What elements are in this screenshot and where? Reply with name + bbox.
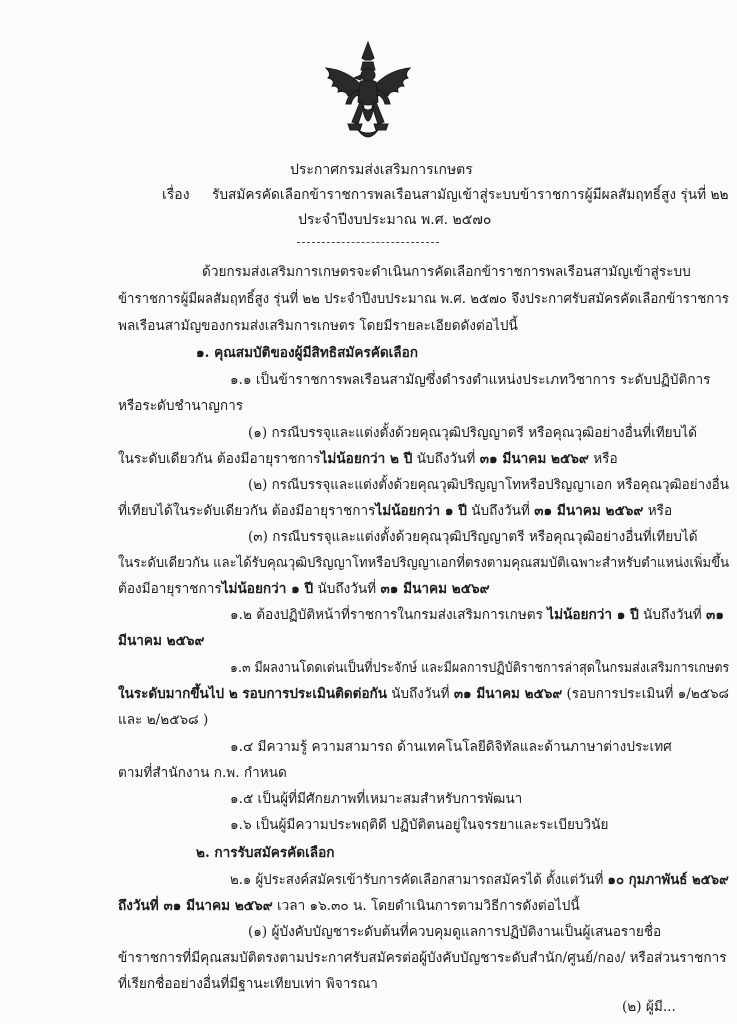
item-1-4-line-1: ๑.๔ มีความรู้ ความสามารถ ด้านเทคโนโลยีดิจิทัลและด้านภาษาต่างประเทศ: [230, 739, 672, 755]
procedure-1-line-3: ที่เรียกชื่ออย่างอื่นที่มีฐานะเทียบเท่า พิจารณา: [118, 976, 378, 992]
item-2-1-line-1: ๒.๑ ผู้ประสงค์สมัครเข้ารับการคัดเลือกสามารถสมัครได้ ตั้งแต่วันที่ ๑๐ กุมภาพันธ์ ๒๕๖๙: [230, 872, 729, 888]
intro-line-3: พลเรือนสามัญของกรมส่งเสริมการเกษตร โดยมีรายละเอียดดังต่อไปนี้: [118, 318, 518, 334]
item-1-5: ๑.๕ เป็นผู้ที่มีศักยภาพที่เหมาะสมสำหรับการพัฒนา: [230, 791, 523, 807]
section-2-heading: ๒. การรับสมัครคัดเลือก: [196, 845, 335, 861]
intro-line-1: ด้วยกรมส่งเสริมการเกษตรจะดำเนินการคัดเลือกข้าราชการพลเรือนสามัญเข้าสู่ระบบ: [202, 264, 691, 280]
item-1-2-line-2: มีนาคม ๒๕๖๙: [118, 633, 205, 649]
continuation-note: (๒) ผู้มี...: [622, 999, 676, 1015]
case-3-line-3: ต้องมีอายุราชการไม่น้อยกว่า ๑ ปี นับถึงวันที่ ๓๑ มีนาคม ๒๕๖๙: [118, 581, 490, 597]
item-1-2-line-1: ๑.๒ ต้องปฏิบัติหน้าที่ราชการในกรมส่งเสริมการเกษตร ไม่น้อยกว่า ๑ ปี นับถึงวันที่ ๓๑: [230, 607, 724, 623]
item-1-1-line-2: หรือระดับชำนาญการ: [118, 398, 244, 414]
item-1-3-line-3: และ ๒/๒๕๖๘ ): [118, 712, 209, 728]
case-2-line-2: ที่เทียบได้ในระดับเดียวกัน ต้องมีอายุราชการไม่น้อยกว่า ๑ ปี นับถึงวันที่ ๓๑ มีนาคม ๒๕๖๙ หรือ: [118, 503, 673, 519]
intro-line-2: ข้าราชการผู้มีผลสัมฤทธิ์สูง รุ่นที่ ๒๒ ประจำปีงบประมาณ พ.ศ. ๒๕๗๐ จึงประกาศรับสมัครคัดเลือกข้าราชการ: [118, 291, 729, 307]
garuda-emblem-icon: [318, 40, 418, 145]
section-1-heading: ๑. คุณสมบัติของผู้มีสิทธิสมัครคัดเลือก: [196, 345, 419, 361]
item-2-1-line-2: ถึงวันที่ ๓๑ มีนาคม ๒๕๖๙ เวลา ๑๖.๓๐ น. โดยดำเนินการตามวิธีการดังต่อไปนี้: [118, 898, 580, 914]
item-1-3-line-2: ในระดับมากขึ้นไป ๒ รอบการประเมินติดต่อกัน นับถึงวันที่ ๓๑ มีนาคม ๒๕๖๙ (รอบการประเมินที่ ๑/๒๕๖๘: [118, 686, 729, 702]
item-1-3-line-1: ๑.๓ มีผลงานโดดเด่นเป็นที่ประจักษ์ และมีผลการปฏิบัติราชการล่าสุดในกรมส่งเสริมการเกษตร: [230, 660, 730, 676]
header-divider: [297, 242, 439, 243]
subject-label: เรื่อง: [162, 187, 190, 203]
case-1-line-2: ในระดับเดียวกัน ต้องมีอายุราชการไม่น้อยกว่า ๒ ปี นับถึงวันที่ ๓๑ มีนาคม ๒๕๖๙ หรือ: [118, 451, 618, 467]
announcement-title: ประกาศกรมส่งเสริมการเกษตร: [290, 162, 473, 178]
procedure-1-line-1: (๑) ผู้บังคับบัญชาระดับต้นที่ควบคุมดูแลการปฏิบัติงานเป็นผู้เสนอรายชื่อ: [248, 924, 662, 940]
case-3-line-2: ในระดับเดียวกัน และได้รับคุณวุฒิปริญญาโทหรือปริญญาเอกที่ตรงตามคุณสมบัติเฉพาะสำหรับตำแหน่งเพิ่มขึ้น: [118, 555, 730, 571]
subject-line-1: รับสมัครคัดเลือกข้าราชการพลเรือนสามัญเข้าสู่ระบบข้าราชการผู้มีผลสัมฤทธิ์สูง รุ่นที่ ๒๒: [212, 187, 729, 203]
case-2-line-1: (๒) กรณีบรรจุและแต่งตั้งด้วยคุณวุฒิปริญญาโทหรือปริญญาเอก หรือคุณวุฒิอย่างอื่น: [248, 477, 729, 493]
subject-line-2: ประจำปีงบประมาณ พ.ศ. ๒๕๗๐: [298, 212, 492, 228]
procedure-1-line-2: ข้าราชการที่มีคุณสมบัติตรงตามประกาศรับสมัครต่อผู้บังคับบัญชาระดับสำนัก/ศูนย์/กอง/ หรือส่วนราชการ: [118, 950, 727, 966]
item-1-1-line-1: ๑.๑ เป็นข้าราชการพลเรือนสามัญซึ่งดำรงตำแหน่งประเภทวิชาการ ระดับปฏิบัติการ: [230, 372, 711, 388]
case-3-line-1: (๓) กรณีบรรจุและแต่งตั้งด้วยคุณวุฒิปริญญาตรี หรือคุณวุฒิอย่างอื่นที่เทียบได้: [248, 529, 698, 545]
item-1-4-line-2: ตามที่สำนักงาน ก.พ. กำหนด: [118, 765, 287, 781]
item-1-6: ๑.๖ เป็นผู้มีความประพฤติดี ปฏิบัติตนอยู่ในจรรยาและระเบียบวินัย: [230, 817, 609, 833]
case-1-line-1: (๑) กรณีบรรจุและแต่งตั้งด้วยคุณวุฒิปริญญาตรี หรือคุณวุฒิอย่างอื่นที่เทียบได้: [248, 425, 697, 441]
